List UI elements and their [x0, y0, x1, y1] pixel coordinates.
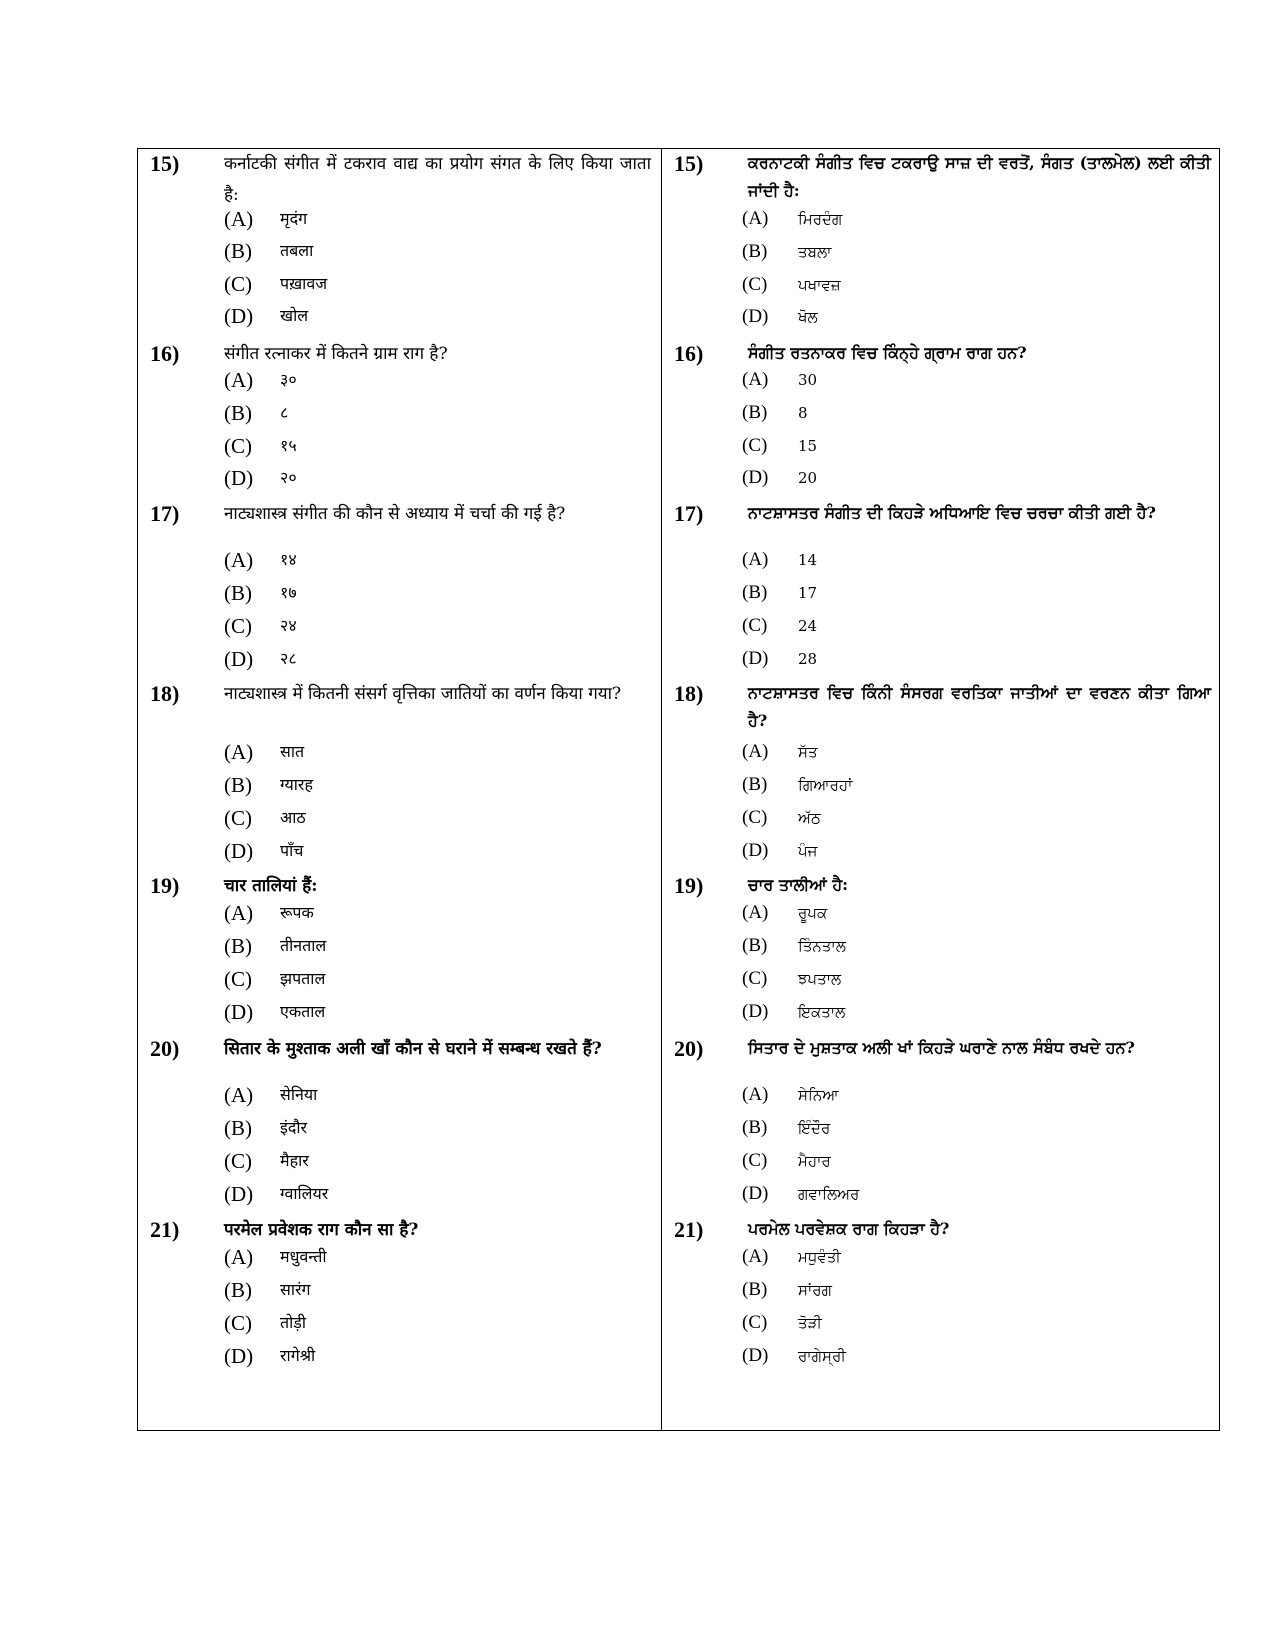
option-value: मधुवन्ती	[280, 1247, 327, 1266]
option-value: तीनताल	[280, 936, 327, 955]
option-value: 28	[798, 650, 818, 668]
option-label: (B)	[742, 402, 768, 423]
option-label: (D)	[742, 1183, 769, 1204]
question-text: ਸੰਗੀਤ ਰਤਨਾਕਰ ਵਿਚ ਕਿੰਨ੍ਹੇ ਗ੍ਰਾਮ ਰਾਗ ਹਨ?	[748, 343, 1027, 362]
question-number: 15)	[150, 151, 180, 176]
option-value: ਪੰਜ	[798, 842, 818, 860]
question-text: ਚਾਰ ਤਾਲੀਆਂ ਹੈ:	[748, 875, 849, 894]
question-text: चार तालियां हैं:	[224, 876, 318, 896]
option-value: ਇਕਤਾਲ	[798, 1003, 846, 1021]
question-number: 21)	[674, 1217, 704, 1242]
question-text: ਨਾਟਸ਼ਾਸਤਰ ਵਿਚ ਕਿੰਨੀ ਸੰਸਰਗ ਵਰਤਿਕਾ ਜਾਤੀਆਂ ਦਾ ਵਰਣਨ ਕੀਤਾ ਗਿਆ ਹੈ?	[748, 683, 1211, 730]
option-label: (A)	[224, 207, 254, 231]
option-label: (A)	[742, 549, 769, 570]
option-label: (C)	[224, 1149, 252, 1173]
option-value: ਤਬਲਾ	[798, 243, 832, 261]
option-label: (A)	[224, 548, 254, 572]
option-value: सात	[280, 742, 305, 761]
hindi-column	[138, 149, 661, 1430]
option-value: मृदंग	[280, 209, 308, 228]
option-label: (D)	[224, 466, 254, 490]
option-value: 24	[798, 617, 818, 635]
option-label: (C)	[742, 1312, 768, 1333]
option-value: १७	[280, 583, 297, 602]
option-label: (B)	[742, 1117, 768, 1138]
option-value: ਤਿੰਨਤਾਲ	[798, 937, 846, 955]
option-value: ३०	[280, 370, 297, 389]
option-label: (C)	[224, 1311, 252, 1335]
question-number: 15)	[674, 151, 704, 176]
question-number: 17)	[150, 501, 180, 526]
option-label: (D)	[742, 648, 769, 669]
option-value: १४	[280, 550, 297, 569]
option-label: (A)	[224, 368, 254, 392]
option-label: (D)	[742, 1001, 769, 1022]
option-value: सेनिया	[280, 1085, 318, 1104]
option-label: (A)	[742, 902, 769, 923]
option-label: (C)	[742, 615, 768, 636]
option-value: ਇੰਦੌਰ	[798, 1119, 831, 1137]
option-value: 20	[798, 469, 818, 487]
option-label: (A)	[224, 1083, 254, 1107]
option-value: सारंग	[280, 1280, 311, 1299]
option-value: ਝਪਤਾਲ	[798, 970, 842, 988]
question-number: 16)	[674, 341, 704, 366]
option-value: ਪਖਾਵਜ਼	[798, 276, 841, 294]
option-value: ਗਵਾਲਿਅਰ	[798, 1185, 860, 1203]
option-label: (D)	[224, 1000, 254, 1024]
punjabi-column	[662, 149, 1221, 1430]
question-number: 19)	[150, 873, 180, 898]
option-label: (A)	[742, 741, 769, 762]
option-value: ਰੂਪਕ	[798, 904, 828, 922]
option-value: ਮੈਹਾਰ	[798, 1152, 831, 1170]
question-number: 19)	[674, 873, 704, 898]
option-value: इंदौर	[280, 1118, 308, 1137]
option-value: ਗਿਆਰਹਾਂ	[798, 776, 853, 794]
option-value: ਅੱਠ	[798, 809, 821, 827]
option-value: ग्यारह	[280, 775, 313, 794]
question-number: 20)	[150, 1036, 180, 1061]
option-value: २४	[280, 616, 297, 635]
option-value: पख़ावज	[280, 274, 328, 293]
option-value: 17	[798, 584, 818, 602]
option-label: (A)	[742, 1084, 769, 1105]
question-text: सितार के मुश्ताक अली खाँ कौन से घराने में सम्बन्ध रखते हैं?	[224, 1039, 602, 1059]
question-text: नाट्यशास्त्र में कितनी संसर्ग वृत्तिका जातियों का वर्णन किया गया?	[224, 684, 622, 704]
option-label: (D)	[742, 1345, 769, 1366]
question-text: कर्नाटकी संगीत में टकराव वाद्य का प्रयोग संगत के लिए किया जाता है:	[224, 154, 651, 205]
option-value: ਮਧੁਵੰਤੀ	[798, 1248, 841, 1266]
option-value: २८	[280, 649, 297, 668]
question-number: 16)	[150, 341, 180, 366]
option-label: (D)	[742, 306, 769, 327]
option-label: (A)	[742, 1246, 769, 1267]
option-label: (A)	[224, 1245, 254, 1269]
option-value: ग्वालियर	[280, 1184, 329, 1203]
option-label: (D)	[224, 1182, 254, 1206]
option-label: (B)	[224, 239, 252, 263]
question-number: 21)	[150, 1217, 180, 1242]
option-value: पाँच	[280, 841, 304, 860]
option-value: रूपक	[280, 903, 314, 922]
option-label: (D)	[224, 647, 254, 671]
option-value: 30	[798, 371, 818, 389]
option-label: (B)	[742, 935, 768, 956]
option-value: ८	[280, 403, 289, 422]
option-value: झपताल	[280, 969, 326, 988]
option-label: (A)	[224, 740, 254, 764]
option-value: २०	[280, 468, 297, 487]
question-text: ਕਰਨਾਟਕੀ ਸੰਗੀਤ ਵਿਚ ਟਕਰਾਉ ਸਾਜ਼ ਦੀ ਵਰਤੋਂ, ਸੰਗਤ (ਤਾਲਮੇਲ) ਲਈ ਕੀਤੀ ਜਾਂਦੀ ਹੈ:	[748, 153, 1211, 200]
option-label: (C)	[224, 614, 252, 638]
option-value: रागेश्री	[280, 1346, 316, 1365]
option-label: (B)	[742, 1279, 768, 1300]
option-value: एकताल	[280, 1002, 326, 1021]
question-text: ਸਿਤਾਰ ਦੇ ਮੁਸ਼ਤਾਕ ਅਲੀ ਖਾਂ ਕਿਹੜੇ ਘਰਾਣੇ ਨਾਲ ਸੰਬੰਧ ਰਖਦੇ ਹਨ?	[748, 1038, 1135, 1057]
question-text: संगीत रत्नाकर में कितने ग्राम राग है?	[224, 344, 448, 364]
option-label: (A)	[742, 369, 769, 390]
option-value: ਸਾਂਰਗ	[798, 1281, 832, 1299]
option-label: (A)	[224, 901, 254, 925]
question-number: 18)	[150, 681, 180, 706]
option-label: (C)	[742, 807, 768, 828]
option-label: (B)	[742, 582, 768, 603]
option-value: ਖੋਲ	[798, 308, 818, 326]
option-label: (C)	[224, 967, 252, 991]
option-value: ਰਾਗੇਸ੍ਰੀ	[798, 1347, 846, 1365]
option-value: ਤੋੜੀ	[798, 1314, 822, 1332]
option-label: (C)	[224, 434, 252, 458]
option-label: (C)	[742, 274, 768, 295]
option-value: ਸੱਤ	[798, 743, 818, 761]
option-value: १५	[280, 436, 297, 455]
option-label: (D)	[742, 840, 769, 861]
question-number: 20)	[674, 1036, 704, 1061]
option-value: ਮਿਰਦੰਗ	[798, 210, 843, 228]
option-label: (D)	[742, 467, 769, 488]
question-number: 17)	[674, 501, 704, 526]
option-value: तबला	[280, 241, 314, 260]
option-label: (B)	[224, 773, 252, 797]
option-value: ਸੇਨਿਆ	[798, 1086, 839, 1104]
option-label: (B)	[224, 1116, 252, 1140]
question-number: 18)	[674, 681, 704, 706]
option-label: (C)	[224, 272, 252, 296]
option-value: 8	[798, 404, 808, 422]
option-label: (C)	[742, 435, 768, 456]
question-text: ਨਾਟਸ਼ਾਸਤਰ ਸੰਗੀਤ ਦੀ ਕਿਹੜੇ ਅਧਿਆਇ ਵਿਚ ਚਰਚਾ ਕੀਤੀ ਗਈ ਹੈ?	[748, 503, 1156, 522]
option-label: (D)	[224, 1344, 254, 1368]
option-label: (C)	[742, 968, 768, 989]
option-label: (B)	[224, 934, 252, 958]
option-label: (B)	[742, 241, 768, 262]
option-label: (B)	[224, 581, 252, 605]
option-value: 15	[798, 437, 818, 455]
option-value: 14	[798, 551, 818, 569]
option-label: (D)	[224, 304, 254, 328]
option-value: तोड़ी	[280, 1313, 306, 1332]
question-text: ਪਰਮੇਲ ਪਰਵੇਸ਼ਕ ਰਾਗ ਕਿਹੜਾ ਹੈ?	[748, 1219, 950, 1238]
option-label: (B)	[224, 401, 252, 425]
option-label: (D)	[224, 839, 254, 863]
option-label: (B)	[742, 774, 768, 795]
option-value: मैहार	[280, 1151, 309, 1170]
option-label: (B)	[224, 1278, 252, 1302]
option-value: खोल	[280, 306, 309, 325]
option-value: आठ	[280, 808, 306, 827]
question-table	[137, 148, 1220, 1431]
option-label: (C)	[742, 1150, 768, 1171]
question-text: नाट्यशास्त्र संगीत की कौन से अध्याय में चर्चा की गई है?	[224, 504, 566, 524]
option-label: (A)	[742, 208, 769, 229]
question-text: परमेल प्रवेशक राग कौन सा है?	[224, 1220, 419, 1240]
option-label: (C)	[224, 806, 252, 830]
